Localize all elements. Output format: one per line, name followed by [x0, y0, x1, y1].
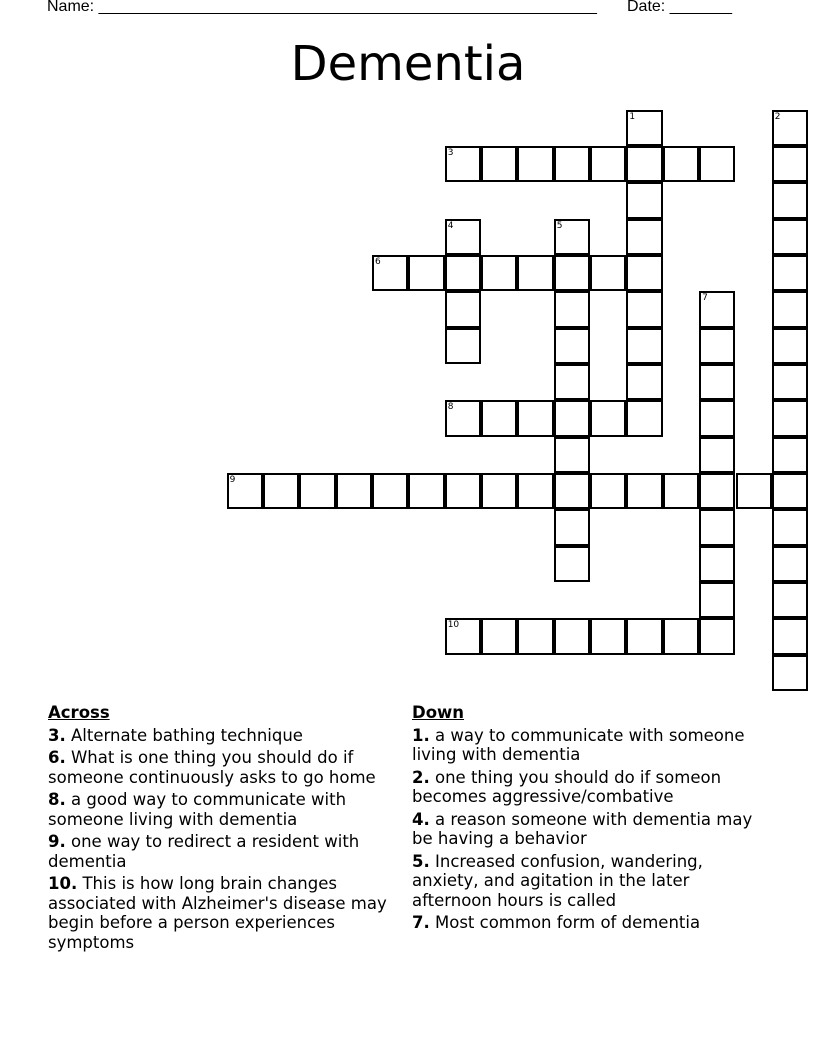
crossword-cell[interactable] [445, 291, 481, 327]
clue-number: 2. [412, 767, 430, 787]
crossword-cell[interactable] [517, 400, 553, 436]
crossword-cell[interactable] [517, 618, 553, 654]
crossword-cell[interactable] [554, 219, 590, 255]
crossword-cell[interactable] [699, 473, 735, 509]
clue-number: 8. [48, 790, 66, 809]
crossword-cell[interactable] [699, 546, 735, 582]
clue-across-8 [48, 790, 410, 829]
crossword-cell[interactable] [445, 473, 481, 509]
crossword-cell[interactable] [517, 146, 553, 182]
crossword-cell[interactable] [263, 473, 299, 509]
crossword-cell[interactable] [481, 400, 517, 436]
crossword-cell[interactable] [590, 618, 626, 654]
crossword-cell[interactable] [699, 364, 735, 400]
crossword-cell[interactable] [626, 400, 662, 436]
clue-text: a good way to communicate with someone living with dementia [48, 790, 347, 829]
clue-down-4 [412, 810, 757, 849]
crossword-cell[interactable] [626, 473, 662, 509]
crossword-cell[interactable] [481, 146, 517, 182]
crossword-cell[interactable] [626, 328, 662, 364]
clue-text: Alternate bathing technique [65, 725, 303, 745]
across-heading: Across [48, 703, 110, 722]
crossword-cell[interactable] [699, 582, 735, 618]
crossword-cell[interactable] [772, 618, 808, 654]
crossword-cell[interactable] [408, 255, 444, 291]
crossword-cell[interactable] [554, 328, 590, 364]
cell-number: 5 [556, 220, 563, 231]
clue-text: Most common form of dementia [429, 913, 701, 932]
date-field-label: Date: _______ [627, 0, 732, 15]
crossword-cell[interactable] [554, 255, 590, 291]
cell-number: 4 [447, 220, 454, 231]
crossword-cell[interactable] [445, 618, 481, 654]
cell-number: 8 [447, 402, 454, 413]
crossword-cell[interactable] [445, 219, 481, 255]
crossword-cell[interactable] [699, 146, 735, 182]
crossword-cell[interactable] [663, 146, 699, 182]
crossword-cell[interactable] [626, 110, 662, 146]
crossword-cell[interactable] [699, 400, 735, 436]
crossword-cell[interactable] [554, 146, 590, 182]
crossword-cell[interactable] [445, 328, 481, 364]
crossword-cell[interactable] [626, 219, 662, 255]
clue-number: 5. [412, 851, 430, 871]
clue-text: one thing you should do if someon becomes aggressive/combative [412, 767, 722, 806]
crossword-cell[interactable] [772, 146, 808, 182]
crossword-cell[interactable] [772, 473, 808, 509]
crossword-cell[interactable] [772, 328, 808, 364]
crossword-cell[interactable] [554, 291, 590, 327]
crossword-cell[interactable] [554, 509, 590, 545]
page-title: Dementia [290, 36, 526, 92]
clue-down-2 [412, 768, 757, 807]
crossword-cell[interactable] [445, 255, 481, 291]
crossword-cell[interactable] [590, 146, 626, 182]
clue-text: What is one thing you should do if someone continuously asks to go home [48, 748, 376, 787]
down-heading: Down [412, 703, 465, 722]
cell-number: 7 [702, 293, 708, 304]
crossword-cell[interactable] [554, 437, 590, 473]
cell-number: 1 [629, 111, 636, 122]
crossword-cell[interactable] [227, 473, 263, 509]
crossword-cell[interactable] [626, 364, 662, 400]
clue-text: This is how long brain changes associated with Alzheimer's disease may begin before a person experiences symptoms [48, 874, 387, 952]
clue-down-5 [412, 852, 757, 911]
crossword-cell[interactable] [626, 182, 662, 218]
crossword-cell[interactable] [554, 618, 590, 654]
crossword-cell[interactable] [481, 473, 517, 509]
crossword-cell[interactable] [445, 146, 481, 182]
name-field-label: Name: ________________________________________________________ [47, 0, 597, 15]
crossword-cell[interactable] [772, 546, 808, 582]
clue-across-10 [48, 874, 410, 952]
crossword-cell[interactable] [772, 219, 808, 255]
crossword-cell[interactable] [554, 400, 590, 436]
crossword-cell[interactable] [772, 255, 808, 291]
clue-number: 10. [48, 874, 78, 893]
cell-number: 10 [447, 620, 460, 631]
cell-number: 3 [447, 147, 454, 158]
clue-text: one way to redirect a resident with dementia [48, 832, 360, 871]
crossword-cell[interactable] [772, 110, 808, 146]
cell-number: 2 [774, 111, 781, 122]
down-clues [412, 703, 757, 936]
cell-number: 9 [229, 475, 236, 485]
clue-number: 3. [48, 725, 66, 745]
crossword-cell[interactable] [590, 255, 626, 291]
crossword-cell[interactable] [699, 509, 735, 545]
crossword-cell[interactable] [590, 473, 626, 509]
clue-down-1 [412, 726, 757, 765]
crossword-cell[interactable] [626, 255, 662, 291]
crossword-cell[interactable] [772, 437, 808, 473]
crossword-cell[interactable] [408, 473, 444, 509]
clue-text: a way to communicate with someone living with dementia [412, 725, 745, 764]
across-clues [48, 703, 410, 955]
crossword-cell[interactable] [517, 255, 553, 291]
crossword-cell[interactable] [772, 400, 808, 436]
crossword-cell[interactable] [772, 291, 808, 327]
crossword-cell[interactable] [626, 618, 662, 654]
clue-across-6 [48, 748, 410, 787]
crossword-cell[interactable] [336, 473, 372, 509]
crossword-cell[interactable] [554, 364, 590, 400]
clue-across-9 [48, 832, 410, 871]
clue-number: 7. [412, 913, 430, 932]
clue-down-7 [412, 913, 757, 933]
crossword-cell[interactable] [772, 182, 808, 218]
crossword-cell[interactable] [736, 473, 772, 509]
crossword-cell[interactable] [372, 473, 408, 509]
crossword-cell[interactable] [626, 291, 662, 327]
crossword-cell[interactable] [772, 582, 808, 618]
crossword-cell[interactable] [554, 473, 590, 509]
clue-number: 9. [48, 832, 66, 851]
clue-number: 4. [412, 809, 430, 829]
crossword-cell[interactable] [772, 655, 808, 691]
clue-across-3 [48, 726, 410, 746]
crossword-cell[interactable] [663, 473, 699, 509]
clue-text: Increased confusion, wandering, anxiety, and agitation in the later afternoon hours is called [412, 851, 703, 910]
crossword-cell[interactable] [772, 364, 808, 400]
clue-number: 6. [48, 748, 66, 767]
crossword-cell[interactable] [445, 400, 481, 436]
cell-number: 6 [375, 256, 381, 267]
clue-number: 1. [412, 725, 430, 745]
crossword-cell[interactable] [517, 473, 553, 509]
crossword-cell[interactable] [590, 400, 626, 436]
crossword-cell[interactable] [299, 473, 335, 509]
crossword-cell[interactable] [554, 546, 590, 582]
crossword-cell[interactable] [626, 146, 662, 182]
crossword-cell[interactable] [699, 437, 735, 473]
crossword-cell[interactable] [772, 509, 808, 545]
crossword-cell[interactable] [699, 291, 735, 327]
crossword-cell[interactable] [699, 328, 735, 364]
clue-text: a reason someone with dementia may be having a behavior [412, 809, 753, 848]
crossword-cell[interactable] [663, 618, 699, 654]
crossword-cell[interactable] [699, 618, 735, 654]
crossword-cell[interactable] [481, 255, 517, 291]
crossword-cell[interactable] [481, 618, 517, 654]
crossword-cell[interactable] [372, 255, 408, 291]
